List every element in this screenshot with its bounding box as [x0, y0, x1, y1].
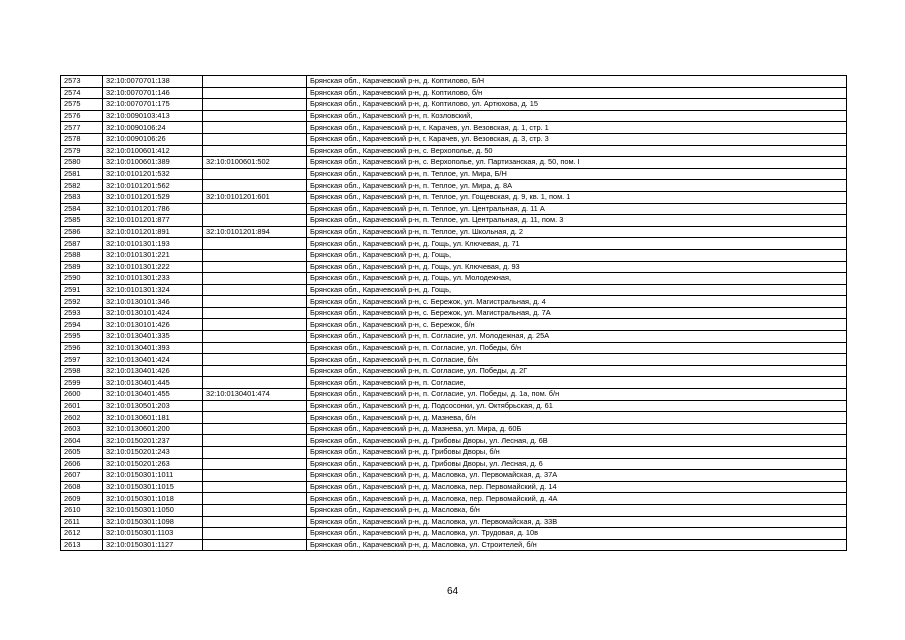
row-number-cell: 2605 — [61, 447, 103, 459]
cadastral-number-cell: 32:10:0101201:562 — [103, 180, 203, 192]
cadastral-number-cell: 32:10:0130101:346 — [103, 296, 203, 308]
cadastral-number-cell: 32:10:0150301:1015 — [103, 481, 203, 493]
table-row — [61, 215, 847, 227]
related-cadastral-number-cell — [203, 435, 307, 447]
address-cell: Брянская обл., Карачевский р-н, д. Гощь, ул. Ключевая, д. 93 — [307, 261, 847, 273]
row-number-cell: 2603 — [61, 423, 103, 435]
cadastral-number-cell: 32:10:0150301:1098 — [103, 516, 203, 528]
cadastral-number-cell: 32:10:0090106:26 — [103, 133, 203, 145]
related-cadastral-number-cell — [203, 284, 307, 296]
table-row — [61, 516, 847, 528]
row-number-cell: 2577 — [61, 122, 103, 134]
row-number-cell: 2600 — [61, 389, 103, 401]
cadastral-number-cell: 32:10:0130401:455 — [103, 389, 203, 401]
cadastral-number-cell: 32:10:0150301:1011 — [103, 470, 203, 482]
related-cadastral-number-cell — [203, 296, 307, 308]
related-cadastral-number-cell — [203, 319, 307, 331]
table-row — [61, 307, 847, 319]
row-number-cell: 2596 — [61, 342, 103, 354]
cadastral-number-cell: 32:10:0150301:1018 — [103, 493, 203, 505]
row-number-cell: 2585 — [61, 215, 103, 227]
table-row — [61, 273, 847, 285]
table-row — [61, 226, 847, 238]
address-cell: Брянская обл., Карачевский р-н, д. Грибовы Дворы, ул. Лесная, д. 6 — [307, 458, 847, 470]
row-number-cell: 2588 — [61, 249, 103, 261]
cadastral-number-cell: 32:10:0130401:393 — [103, 342, 203, 354]
cadastral-number-cell: 32:10:0150301:1050 — [103, 504, 203, 516]
cadastral-number-cell: 32:10:0130601:181 — [103, 412, 203, 424]
related-cadastral-number-cell — [203, 493, 307, 505]
address-cell: Брянская обл., Карачевский р-н, п. Согласие, ул. Молодежная, д. 25А — [307, 331, 847, 343]
cadastral-number-cell: 32:10:0070701:175 — [103, 99, 203, 111]
row-number-cell: 2611 — [61, 516, 103, 528]
related-cadastral-number-cell — [203, 87, 307, 99]
table-row — [61, 110, 847, 122]
cadastral-number-cell: 32:10:0150301:1103 — [103, 528, 203, 540]
table-row — [61, 412, 847, 424]
table-row — [61, 470, 847, 482]
cadastral-number-cell: 32:10:0100601:389 — [103, 157, 203, 169]
related-cadastral-number-cell — [203, 481, 307, 493]
cadastral-number-cell: 32:10:0101201:891 — [103, 226, 203, 238]
related-cadastral-number-cell — [203, 180, 307, 192]
table-row — [61, 87, 847, 99]
table-row — [61, 191, 847, 203]
address-cell: Брянская обл., Карачевский р-н, п. Согласие, ул. Победы, б/н — [307, 342, 847, 354]
table-row — [61, 423, 847, 435]
related-cadastral-number-cell — [203, 238, 307, 250]
cadastral-number-cell: 32:10:0101201:786 — [103, 203, 203, 215]
address-cell: Брянская обл., Карачевский р-н, с. Верхополье, ул. Партизанская, д. 50, пом. I — [307, 157, 847, 169]
table-row — [61, 238, 847, 250]
row-number-cell: 2607 — [61, 470, 103, 482]
row-number-cell: 2593 — [61, 307, 103, 319]
address-cell: Брянская обл., Карачевский р-н, д. Масловка, ул. Первомайская, д. 33В — [307, 516, 847, 528]
address-cell: Брянская обл., Карачевский р-н, д. Гощь, — [307, 284, 847, 296]
row-number-cell: 2590 — [61, 273, 103, 285]
related-cadastral-number-cell — [203, 423, 307, 435]
cadastral-number-cell: 32:10:0130101:426 — [103, 319, 203, 331]
address-cell: Брянская обл., Карачевский р-н, п. Согласие, — [307, 377, 847, 389]
related-cadastral-number-cell — [203, 377, 307, 389]
table-row — [61, 203, 847, 215]
row-number-cell: 2595 — [61, 331, 103, 343]
address-cell: Брянская обл., Карачевский р-н, п. Согласие, ул. Победы, д. 1а, пом. б/н — [307, 389, 847, 401]
related-cadastral-number-cell: 32:10:0101201:894 — [203, 226, 307, 238]
row-number-cell: 2602 — [61, 412, 103, 424]
address-cell: Брянская обл., Карачевский р-н, д. Мазнева, б/н — [307, 412, 847, 424]
related-cadastral-number-cell — [203, 203, 307, 215]
address-cell: Брянская обл., Карачевский р-н, д. Подсосонки, ул. Октябрьская, д. 61 — [307, 400, 847, 412]
address-cell: Брянская обл., Карачевский р-н, п. Теплое, ул. Центральная, д. 11, пом. 3 — [307, 215, 847, 227]
table-row — [61, 261, 847, 273]
address-cell: Брянская обл., Карачевский р-н, д. Масловка, пер. Первомайский, д. 14 — [307, 481, 847, 493]
row-number-cell: 2613 — [61, 539, 103, 551]
cadastral-number-cell: 32:10:0101201:877 — [103, 215, 203, 227]
related-cadastral-number-cell — [203, 342, 307, 354]
address-cell: Брянская обл., Карачевский р-н, д. Масловка, ул. Первомайская, д. 37А — [307, 470, 847, 482]
table-row — [61, 122, 847, 134]
address-cell: Брянская обл., Карачевский р-н, п. Козловский, — [307, 110, 847, 122]
row-number-cell: 2584 — [61, 203, 103, 215]
cadastral-number-cell: 32:10:0150201:237 — [103, 435, 203, 447]
table-row — [61, 365, 847, 377]
row-number-cell: 2591 — [61, 284, 103, 296]
table-row — [61, 435, 847, 447]
row-number-cell: 2597 — [61, 354, 103, 366]
address-cell: Брянская обл., Карачевский р-н, п. Теплое, ул. Гощевская, д. 9, кв. 1, пом. 1 — [307, 191, 847, 203]
page-number: 64 — [446, 586, 459, 597]
cadastral-number-cell: 32:10:0130401:426 — [103, 365, 203, 377]
row-number-cell: 2594 — [61, 319, 103, 331]
related-cadastral-number-cell — [203, 354, 307, 366]
table-row — [61, 528, 847, 540]
address-cell: Брянская обл., Карачевский р-н, д. Коптилово, Б/Н — [307, 76, 847, 88]
row-number-cell: 2587 — [61, 238, 103, 250]
table-row — [61, 76, 847, 88]
table-row — [61, 342, 847, 354]
row-number-cell: 2606 — [61, 458, 103, 470]
address-cell: Брянская обл., Карачевский р-н, с. Бережок, ул. Магистральная, д. 4 — [307, 296, 847, 308]
row-number-cell: 2612 — [61, 528, 103, 540]
address-cell: Брянская обл., Карачевский р-н, п. Согласие, б/н — [307, 354, 847, 366]
address-cell: Брянская обл., Карачевский р-н, с. Верхополье, д. 50 — [307, 145, 847, 157]
cadastral-number-cell: 32:10:0101201:529 — [103, 191, 203, 203]
table-row — [61, 377, 847, 389]
table-row — [61, 180, 847, 192]
related-cadastral-number-cell — [203, 458, 307, 470]
row-number-cell: 2580 — [61, 157, 103, 169]
related-cadastral-number-cell: 32:10:0100601:502 — [203, 157, 307, 169]
address-cell: Брянская обл., Карачевский р-н, д. Коптилово, б/н — [307, 87, 847, 99]
table-row — [61, 493, 847, 505]
related-cadastral-number-cell — [203, 365, 307, 377]
related-cadastral-number-cell: 32:10:0130401:474 — [203, 389, 307, 401]
cadastral-number-cell: 32:10:0130601:200 — [103, 423, 203, 435]
related-cadastral-number-cell — [203, 400, 307, 412]
related-cadastral-number-cell — [203, 412, 307, 424]
table-row — [61, 168, 847, 180]
cadastral-number-cell: 32:10:0101301:233 — [103, 273, 203, 285]
related-cadastral-number-cell — [203, 122, 307, 134]
related-cadastral-number-cell — [203, 331, 307, 343]
related-cadastral-number-cell — [203, 273, 307, 285]
related-cadastral-number-cell — [203, 470, 307, 482]
row-number-cell: 2576 — [61, 110, 103, 122]
registry-table — [60, 75, 847, 551]
cadastral-number-cell: 32:10:0090106:24 — [103, 122, 203, 134]
row-number-cell: 2582 — [61, 180, 103, 192]
related-cadastral-number-cell — [203, 261, 307, 273]
row-number-cell: 2586 — [61, 226, 103, 238]
row-number-cell: 2573 — [61, 76, 103, 88]
related-cadastral-number-cell — [203, 447, 307, 459]
address-cell: Брянская обл., Карачевский р-н, д. Гощь, ул. Молодежная, — [307, 273, 847, 285]
address-cell: Брянская обл., Карачевский р-н, д. Грибовы Дворы, ул. Лесная, д. 6В — [307, 435, 847, 447]
related-cadastral-number-cell — [203, 110, 307, 122]
cadastral-number-cell: 32:10:0130401:424 — [103, 354, 203, 366]
cadastral-number-cell: 32:10:0150201:263 — [103, 458, 203, 470]
table-row — [61, 354, 847, 366]
address-cell: Брянская обл., Карачевский р-н, п. Теплое, ул. Центральная, д. 11 А — [307, 203, 847, 215]
address-cell: Брянская обл., Карачевский р-н, п. Согласие, ул. Победы, д. 2Г — [307, 365, 847, 377]
cadastral-number-cell: 32:10:0150301:1127 — [103, 539, 203, 551]
cadastral-number-cell: 32:10:0090103:413 — [103, 110, 203, 122]
table-row — [61, 249, 847, 261]
address-cell: Брянская обл., Карачевский р-н, д. Коптилово, ул. Артюхова, д. 15 — [307, 99, 847, 111]
related-cadastral-number-cell — [203, 215, 307, 227]
related-cadastral-number-cell — [203, 99, 307, 111]
related-cadastral-number-cell — [203, 145, 307, 157]
table-row — [61, 296, 847, 308]
table-row — [61, 331, 847, 343]
cadastral-number-cell: 32:10:0070701:146 — [103, 87, 203, 99]
registry-table-body — [61, 76, 847, 551]
row-number-cell: 2579 — [61, 145, 103, 157]
cadastral-number-cell: 32:10:0130501:203 — [103, 400, 203, 412]
row-number-cell: 2575 — [61, 99, 103, 111]
row-number-cell: 2610 — [61, 504, 103, 516]
row-number-cell: 2604 — [61, 435, 103, 447]
cadastral-number-cell: 32:10:0101301:221 — [103, 249, 203, 261]
row-number-cell: 2592 — [61, 296, 103, 308]
address-cell: Брянская обл., Карачевский р-н, с. Бережок, б/н — [307, 319, 847, 331]
cadastral-number-cell: 32:10:0150201:243 — [103, 447, 203, 459]
row-number-cell: 2609 — [61, 493, 103, 505]
address-cell: Брянская обл., Карачевский р-н, д. Масловка, ул. Трудовая, д. 10в — [307, 528, 847, 540]
table-row — [61, 284, 847, 296]
address-cell: Брянская обл., Карачевский р-н, д. Масловка, б/н — [307, 504, 847, 516]
address-cell: Брянская обл., Карачевский р-н, д. Масловка, ул. Строителей, б/н — [307, 539, 847, 551]
related-cadastral-number-cell — [203, 249, 307, 261]
related-cadastral-number-cell — [203, 76, 307, 88]
row-number-cell: 2608 — [61, 481, 103, 493]
cadastral-number-cell: 32:10:0101301:222 — [103, 261, 203, 273]
address-cell: Брянская обл., Карачевский р-н, п. Теплое, ул. Школьная, д. 2 — [307, 226, 847, 238]
related-cadastral-number-cell — [203, 168, 307, 180]
table-row — [61, 319, 847, 331]
address-cell: Брянская обл., Карачевский р-н, д. Гощь, ул. Ключевая, д. 71 — [307, 238, 847, 250]
cadastral-number-cell: 32:10:0101301:193 — [103, 238, 203, 250]
row-number-cell: 2599 — [61, 377, 103, 389]
cadastral-number-cell: 32:10:0101301:324 — [103, 284, 203, 296]
address-cell: Брянская обл., Карачевский р-н, д. Мазнева, ул. Мира, д. 60Б — [307, 423, 847, 435]
row-number-cell: 2583 — [61, 191, 103, 203]
cadastral-number-cell: 32:10:0101201:532 — [103, 168, 203, 180]
address-cell: Брянская обл., Карачевский р-н, д. Масловка, пер. Первомайский, д. 4А — [307, 493, 847, 505]
address-cell: Брянская обл., Карачевский р-н, д. Гощь, — [307, 249, 847, 261]
address-cell: Брянская обл., Карачевский р-н, г. Карачев, ул. Везовская, д. 1, стр. 1 — [307, 122, 847, 134]
address-cell: Брянская обл., Карачевский р-н, д. Грибовы Дворы, б/н — [307, 447, 847, 459]
row-number-cell: 2574 — [61, 87, 103, 99]
row-number-cell: 2601 — [61, 400, 103, 412]
address-cell: Брянская обл., Карачевский р-н, п. Теплое, ул. Мира, д. 8А — [307, 180, 847, 192]
table-row — [61, 400, 847, 412]
address-cell: Брянская обл., Карачевский р-н, с. Бережок, ул. Магистральная, д. 7А — [307, 307, 847, 319]
related-cadastral-number-cell — [203, 516, 307, 528]
cadastral-number-cell: 32:10:0130101:424 — [103, 307, 203, 319]
table-row — [61, 539, 847, 551]
row-number-cell: 2598 — [61, 365, 103, 377]
cadastral-number-cell: 32:10:0070701:138 — [103, 76, 203, 88]
address-cell: Брянская обл., Карачевский р-н, г. Карачев, ул. Везовская, д. 3, стр. 3 — [307, 133, 847, 145]
table-row — [61, 133, 847, 145]
related-cadastral-number-cell — [203, 133, 307, 145]
table-row — [61, 157, 847, 169]
related-cadastral-number-cell — [203, 539, 307, 551]
cadastral-number-cell: 32:10:0130401:335 — [103, 331, 203, 343]
table-row — [61, 504, 847, 516]
table-row — [61, 458, 847, 470]
row-number-cell: 2589 — [61, 261, 103, 273]
table-row — [61, 447, 847, 459]
related-cadastral-number-cell — [203, 528, 307, 540]
table-row — [61, 145, 847, 157]
row-number-cell: 2578 — [61, 133, 103, 145]
cadastral-number-cell: 32:10:0130401:445 — [103, 377, 203, 389]
table-row — [61, 389, 847, 401]
cadastral-number-cell: 32:10:0100601:412 — [103, 145, 203, 157]
related-cadastral-number-cell — [203, 307, 307, 319]
table-row — [61, 481, 847, 493]
table-row — [61, 99, 847, 111]
related-cadastral-number-cell — [203, 504, 307, 516]
row-number-cell: 2581 — [61, 168, 103, 180]
address-cell: Брянская обл., Карачевский р-н, п. Теплое, ул. Мира, Б/Н — [307, 168, 847, 180]
related-cadastral-number-cell: 32:10:0101201:601 — [203, 191, 307, 203]
